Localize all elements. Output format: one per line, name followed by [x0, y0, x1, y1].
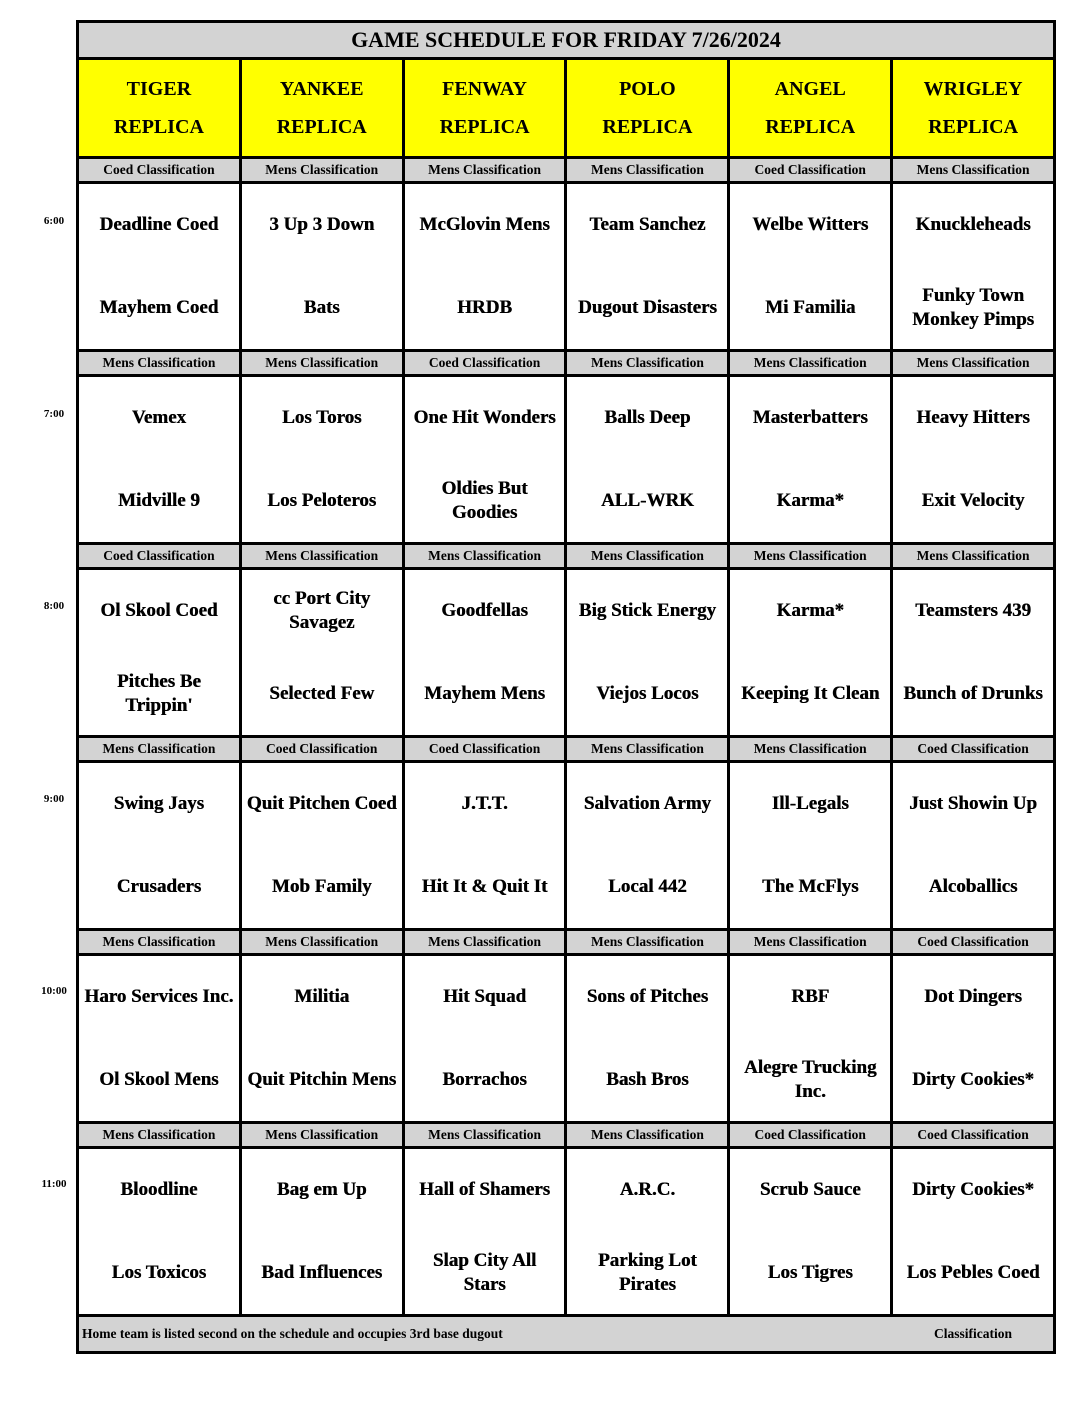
schedule-table: [76, 20, 1056, 1354]
time-label: 10:00: [41, 985, 67, 997]
home-team: The McFlys: [761, 875, 859, 897]
classification-label: Coed Classification: [730, 1124, 890, 1146]
away-team: Team Sanchez: [589, 214, 706, 236]
classification-label: Mens Classification: [567, 1124, 727, 1146]
field-name: TIGER: [126, 77, 192, 100]
away-team: Karma*: [776, 600, 845, 622]
away-team: Teamsters 439: [915, 600, 1032, 622]
classification-label: Mens Classification: [893, 352, 1053, 374]
classification-label: Mens Classification: [405, 1124, 565, 1146]
time-label: 9:00: [43, 792, 65, 805]
field-name: FENWAY: [442, 77, 527, 100]
home-team: Los Tigres: [767, 1261, 853, 1283]
classification-label: Coed Classification: [893, 1124, 1053, 1146]
classification-label: Mens Classification: [893, 159, 1053, 181]
game-cell: [79, 956, 239, 1121]
game-cell: [79, 570, 239, 735]
game-cell: [893, 1149, 1053, 1314]
away-team: 3 Up 3 Down: [269, 214, 375, 236]
home-team: Hit It & Quit It: [421, 875, 548, 897]
home-team: Los Toxicos: [111, 1261, 207, 1283]
away-team: Haro Services Inc.: [84, 986, 234, 1008]
classification-label: Mens Classification: [79, 1124, 239, 1146]
classification-label: Coed Classification: [242, 738, 402, 760]
game-cell: [405, 1149, 565, 1314]
field-subtitle: REPLICA: [765, 115, 856, 138]
classification-label: Mens Classification: [567, 545, 727, 567]
home-team: Dirty Cookies*: [912, 1068, 1035, 1090]
classification-label: Mens Classification: [730, 931, 890, 953]
field-header-fenway: [405, 60, 565, 156]
game-cell: [79, 184, 239, 349]
home-team: Crusaders: [116, 875, 202, 897]
home-team: Mayhem Mens: [424, 682, 545, 704]
away-team: Just Showin Up: [909, 793, 1037, 815]
game-cell: [567, 570, 727, 735]
away-team: Los Toros: [282, 407, 362, 429]
home-team: Ol Skool Mens: [99, 1068, 219, 1090]
field-subtitle: REPLICA: [276, 115, 367, 138]
away-team: Scrub Sauce: [759, 1179, 861, 1201]
classification-label: Mens Classification: [242, 545, 402, 567]
home-team: Bunch of Drunks: [903, 682, 1043, 704]
away-team: Bag em Up: [276, 1179, 367, 1201]
game-cell: [567, 1149, 727, 1314]
classification-label: Mens Classification: [567, 159, 727, 181]
home-team: Oldies But Goodies: [441, 477, 528, 523]
away-team: Swing Jays: [113, 793, 205, 815]
home-team: Funky Town Monkey Pimps: [912, 284, 1035, 330]
classification-label: Coed Classification: [405, 738, 565, 760]
game-cell: [893, 184, 1053, 349]
classification-label: Mens Classification: [730, 738, 890, 760]
classification-label: Mens Classification: [567, 738, 727, 760]
classification-label: Mens Classification: [242, 352, 402, 374]
field-header-yankee: [242, 60, 402, 156]
home-team: HRDB: [457, 296, 513, 318]
home-team: Selected Few: [269, 682, 375, 704]
field-header-polo: [567, 60, 727, 156]
home-team: Los Peloteros: [267, 489, 377, 511]
home-team: Exit Velocity: [921, 489, 1025, 511]
page-title: GAME SCHEDULE FOR FRIDAY 7/26/2024: [79, 23, 1053, 57]
footer-bar: [79, 1317, 1053, 1351]
field-name: ANGEL: [774, 77, 846, 100]
home-team: Mi Familia: [765, 296, 856, 318]
away-team: cc Port City Savagez: [273, 588, 371, 634]
home-team: Mob Family: [271, 875, 372, 897]
away-team: A.R.C.: [619, 1179, 676, 1201]
game-cell: [242, 1149, 402, 1314]
away-team: Dot Dingers: [924, 986, 1022, 1008]
away-team: One Hit Wonders: [413, 407, 556, 429]
classification-label: Coed Classification: [893, 738, 1053, 760]
time-label: 11:00: [41, 1177, 67, 1190]
home-team: Bats: [303, 296, 340, 318]
game-cell: [893, 956, 1053, 1121]
field-subtitle: REPLICA: [928, 115, 1019, 138]
classification-label: Mens Classification: [405, 931, 565, 953]
classification-label: Coed Classification: [405, 352, 565, 374]
away-team: Big Stick Energy: [578, 600, 717, 622]
classification-label: Coed Classification: [730, 159, 890, 181]
time-label: 6:00: [43, 215, 65, 227]
field-header-tiger: [79, 60, 239, 156]
home-team: Parking Lot Pirates: [598, 1249, 697, 1295]
field-subtitle: REPLICA: [602, 115, 693, 138]
home-team: Keeping It Clean: [741, 682, 880, 704]
classification-label: Mens Classification: [567, 352, 727, 374]
classification-label: Mens Classification: [79, 738, 239, 760]
away-team: Deadline Coed: [99, 214, 219, 236]
game-cell: [405, 184, 565, 349]
away-team: Goodfellas: [441, 600, 528, 622]
footer-note: Home team is listed second on the schedule and occupies 3rd base dugout: [82, 1326, 503, 1341]
home-team: Midville 9: [118, 489, 200, 511]
classification-label: Mens Classification: [567, 931, 727, 953]
away-team: Ol Skool Coed: [100, 600, 218, 622]
classification-label: Mens Classification: [242, 159, 402, 181]
home-team: Alcoballics: [928, 875, 1018, 897]
game-cell: [730, 956, 890, 1121]
home-team: Alegre Trucking Inc.: [744, 1056, 877, 1102]
game-cell: [730, 570, 890, 735]
classification-label: Mens Classification: [730, 352, 890, 374]
home-team: Bash Bros: [606, 1068, 689, 1090]
home-team: Dugout Disasters: [578, 296, 717, 318]
home-team: Viejos Locos: [596, 682, 699, 704]
field-header-angel: [730, 60, 890, 156]
classification-label: Mens Classification: [405, 159, 565, 181]
game-cell: [242, 377, 402, 542]
away-team: Welbe Witters: [752, 214, 869, 236]
game-cell: [567, 956, 727, 1121]
game-cell: [893, 570, 1053, 735]
classification-label: Coed Classification: [79, 545, 239, 567]
classification-label: Mens Classification: [242, 931, 402, 953]
field-name: POLO: [619, 77, 676, 100]
away-team: Quit Pitchen Coed: [246, 793, 397, 815]
away-team: Hall of Shamers: [419, 1179, 551, 1201]
classification-label: Mens Classification: [242, 1124, 402, 1146]
classification-label: Mens Classification: [79, 931, 239, 953]
game-cell: [79, 1149, 239, 1314]
classification-label: Mens Classification: [730, 545, 890, 567]
away-team: Militia: [294, 986, 350, 1008]
game-cell: [567, 377, 727, 542]
away-team: Heavy Hitters: [916, 407, 1030, 429]
time-label: 8:00: [43, 600, 65, 612]
field-header-wrigley: [893, 60, 1053, 156]
game-cell: [79, 377, 239, 542]
home-team: Borrachos: [442, 1068, 527, 1090]
classification-label: Coed Classification: [893, 931, 1053, 953]
away-team: J.T.T.: [461, 793, 508, 815]
game-cell: [405, 377, 565, 542]
game-cell: [242, 184, 402, 349]
game-cell: [79, 763, 239, 928]
classification-label: Mens Classification: [405, 545, 565, 567]
away-team: Dirty Cookies*: [912, 1179, 1035, 1201]
game-cell: [405, 763, 565, 928]
game-cell: [405, 956, 565, 1121]
away-team: Knuckleheads: [915, 214, 1031, 236]
away-team: Balls Deep: [604, 407, 691, 429]
away-team: Vemex: [131, 407, 186, 429]
home-team: Slap City All Stars: [432, 1249, 537, 1295]
game-cell: [567, 184, 727, 349]
away-team: Ill-Legals: [771, 793, 849, 815]
game-cell: [242, 763, 402, 928]
game-cell: [730, 377, 890, 542]
away-team: Bloodline: [120, 1179, 198, 1201]
home-team: Pitches Be Trippin': [116, 670, 201, 716]
classification-label: Coed Classification: [79, 159, 239, 181]
game-cell: [730, 763, 890, 928]
home-team: Mayhem Coed: [99, 296, 219, 318]
footer-legend: Classification: [934, 1326, 1013, 1341]
home-team: Quit Pitchin Mens: [247, 1068, 397, 1090]
home-team: Bad Influences: [261, 1261, 383, 1283]
field-subtitle: REPLICA: [439, 115, 530, 138]
away-team: Masterbatters: [752, 407, 868, 429]
away-team: Sons of Pitches: [586, 986, 709, 1008]
home-team: ALL-WRK: [600, 489, 694, 511]
game-cell: [730, 184, 890, 349]
game-cell: [730, 1149, 890, 1314]
home-team: Karma*: [776, 489, 845, 511]
game-cell: [405, 570, 565, 735]
game-cell: [242, 956, 402, 1121]
game-cell: [567, 763, 727, 928]
away-team: McGlovin Mens: [419, 214, 550, 236]
classification-label: Mens Classification: [79, 352, 239, 374]
home-team: Los Pebles Coed: [906, 1261, 1040, 1283]
home-team: Local 442: [608, 875, 687, 897]
classification-label: Mens Classification: [893, 545, 1053, 567]
field-name: YANKEE: [279, 77, 364, 100]
game-cell: [893, 377, 1053, 542]
away-team: Hit Squad: [443, 986, 527, 1008]
field-name: WRIGLEY: [923, 77, 1023, 100]
time-label: 7:00: [43, 407, 65, 420]
game-cell: [242, 570, 402, 735]
away-team: RBF: [791, 986, 830, 1008]
game-cell: [893, 763, 1053, 928]
away-team: Salvation Army: [583, 793, 711, 815]
field-subtitle: REPLICA: [113, 115, 204, 138]
